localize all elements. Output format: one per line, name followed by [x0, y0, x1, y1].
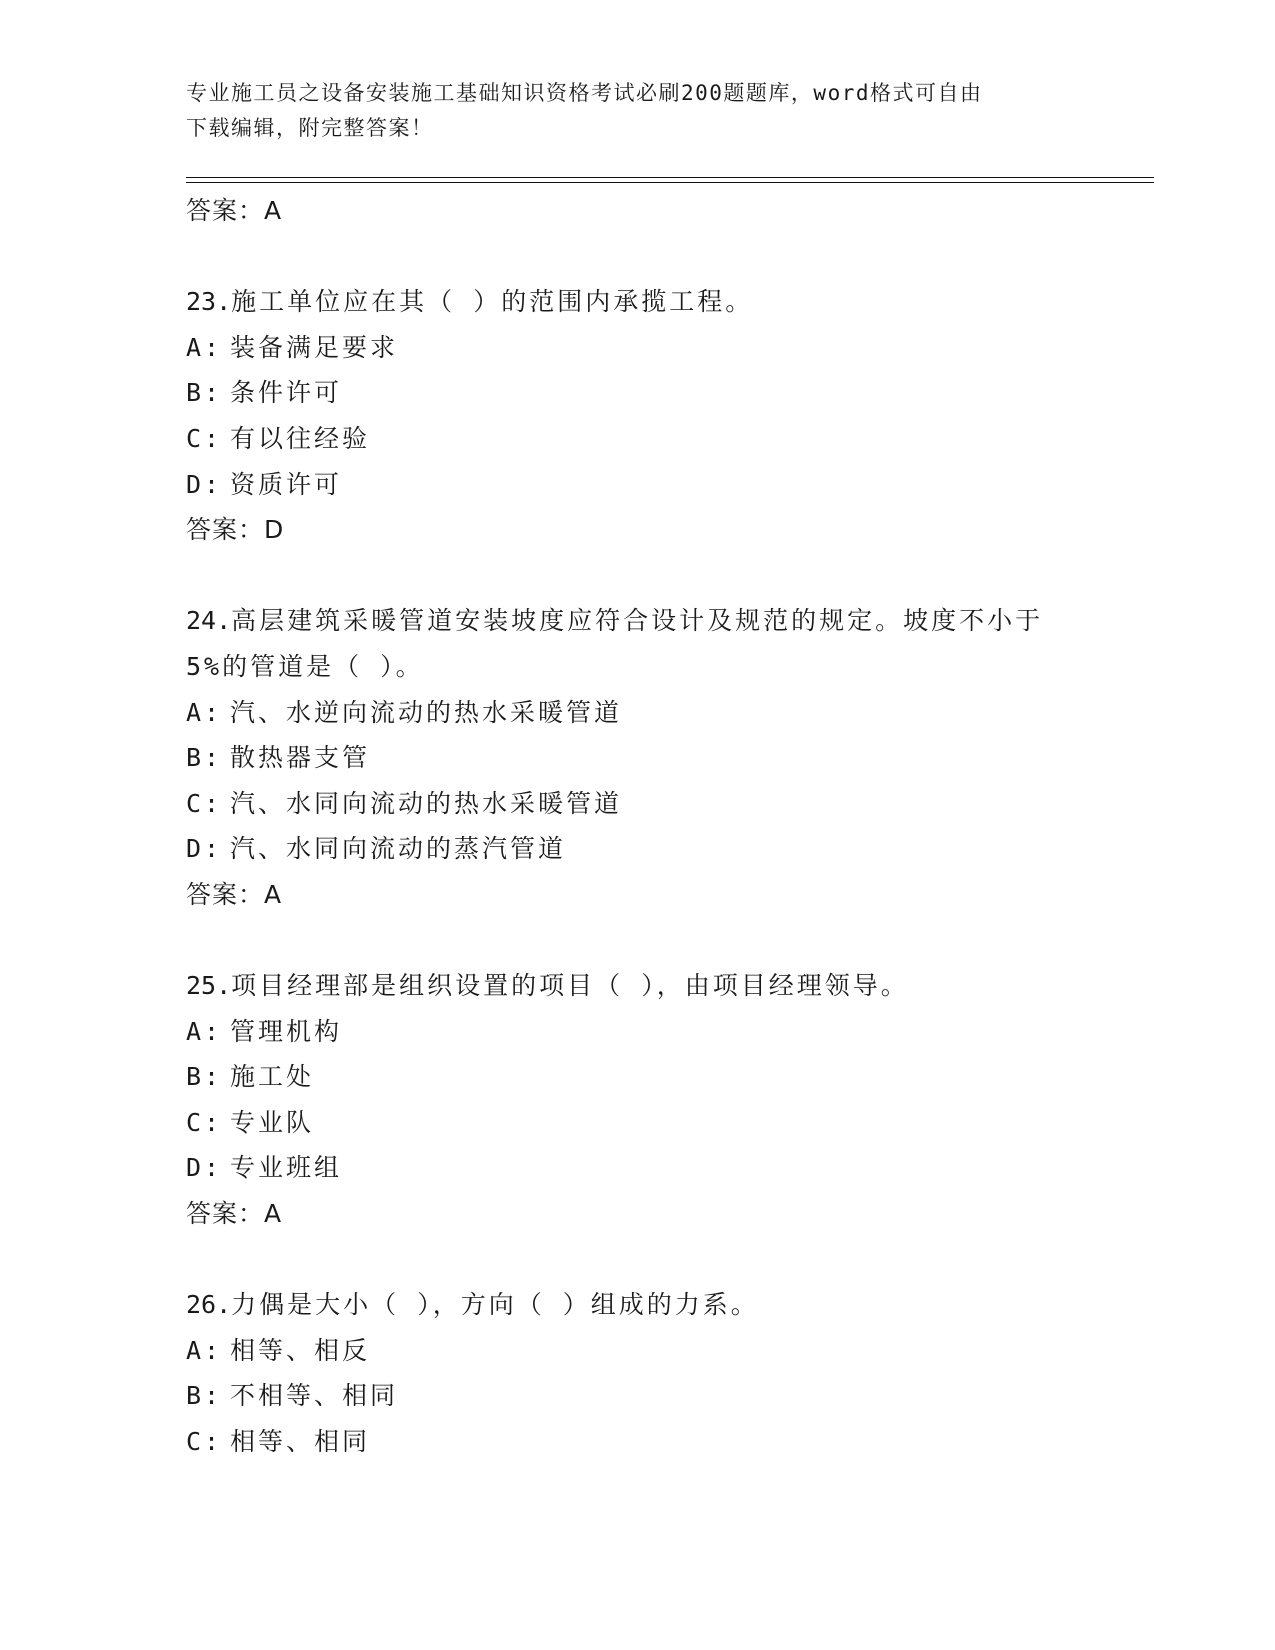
question-number: 26.	[186, 1290, 232, 1320]
option-b	[186, 735, 1086, 781]
option-text: 条件许可	[230, 378, 343, 408]
question-stem-text: 项目经理部是组织设置的项目（ ），由项目经理领导。	[231, 971, 909, 1001]
option-c	[186, 416, 1086, 462]
option-letter: D:	[186, 469, 223, 499]
spacer	[186, 1237, 1086, 1283]
question-list	[186, 188, 1086, 1465]
option-text: 资质许可	[230, 469, 343, 499]
option-letter: B:	[186, 743, 223, 773]
option-d	[186, 1145, 1086, 1191]
option-text: 汽、水逆向流动的热水采暖管道	[230, 697, 623, 727]
option-text: 施工处	[230, 1062, 315, 1092]
option-letter: C:	[186, 1427, 223, 1457]
option-text: 管理机构	[230, 1016, 343, 1046]
option-letter: D:	[186, 834, 223, 864]
question-stem-continuation: 5%的管道是（ ）。	[186, 651, 424, 681]
option-c	[186, 1100, 1086, 1146]
spacer	[186, 553, 1086, 599]
option-c	[186, 781, 1086, 827]
option-letter: B:	[186, 1062, 223, 1092]
option-letter: B:	[186, 1381, 223, 1411]
option-letter: B:	[186, 378, 223, 408]
option-text: 汽、水同向流动的蒸汽管道	[230, 834, 567, 864]
spacer	[186, 918, 1086, 964]
question-stem	[186, 1282, 1086, 1328]
answer-line: 答案：A	[186, 196, 283, 225]
spacer	[186, 234, 1086, 280]
header-line-2: 下载编辑，附完整答案！	[186, 116, 434, 140]
option-text: 相等、相同	[230, 1427, 371, 1457]
option-b	[186, 1054, 1086, 1100]
option-letter: A:	[186, 1016, 223, 1046]
header-divider-top	[186, 177, 1154, 178]
header-divider-bottom	[186, 182, 1154, 183]
option-letter: C:	[186, 788, 223, 818]
document-header	[186, 76, 1066, 146]
header-line-1: 专业施工员之设备安装施工基础知识资格考试必刷200题题库，word格式可自由	[186, 81, 983, 105]
option-text: 有以往经验	[230, 423, 371, 453]
option-a	[186, 325, 1086, 371]
question-stem	[186, 279, 1086, 325]
option-letter: A:	[186, 1335, 223, 1365]
option-letter: C:	[186, 1107, 223, 1137]
option-d	[186, 462, 1086, 508]
question-number: 24.	[186, 606, 232, 636]
option-text: 装备满足要求	[230, 332, 399, 362]
option-c	[186, 1419, 1086, 1465]
option-letter: D:	[186, 1153, 223, 1183]
option-a	[186, 1009, 1086, 1055]
option-text: 不相等、相同	[230, 1381, 399, 1411]
question-block	[186, 279, 1086, 553]
question-block	[186, 598, 1086, 917]
question-block	[186, 963, 1086, 1237]
question-number: 25.	[186, 971, 232, 1001]
option-text: 汽、水同向流动的热水采暖管道	[230, 788, 623, 818]
answer-line: 答案：A	[186, 1199, 283, 1229]
question-stem-text: 施工单位应在其（ ）的范围内承揽工程。	[231, 287, 754, 317]
option-text: 专业队	[230, 1107, 315, 1137]
question-stem	[186, 598, 1086, 644]
question-stem-text: 力偶是大小（ ），方向（ ）组成的力系。	[231, 1290, 759, 1320]
option-text: 散热器支管	[230, 743, 371, 773]
option-letter: C:	[186, 423, 223, 453]
answer-line: 答案：D	[186, 515, 285, 545]
answer-line: 答案：A	[186, 879, 283, 909]
option-text: 专业班组	[230, 1153, 343, 1183]
option-letter: A:	[186, 697, 223, 727]
option-letter: A:	[186, 332, 223, 362]
option-b	[186, 370, 1086, 416]
question-stem-text: 高层建筑采暖管道安装坡度应符合设计及规范的规定。坡度不小于	[231, 606, 1044, 636]
option-text: 相等、相反	[230, 1335, 371, 1365]
option-a	[186, 690, 1086, 736]
question-number: 23.	[186, 287, 232, 317]
option-a	[186, 1328, 1086, 1374]
question-stem	[186, 963, 1086, 1009]
option-b	[186, 1373, 1086, 1419]
question-block	[186, 1282, 1086, 1464]
option-d	[186, 826, 1086, 872]
